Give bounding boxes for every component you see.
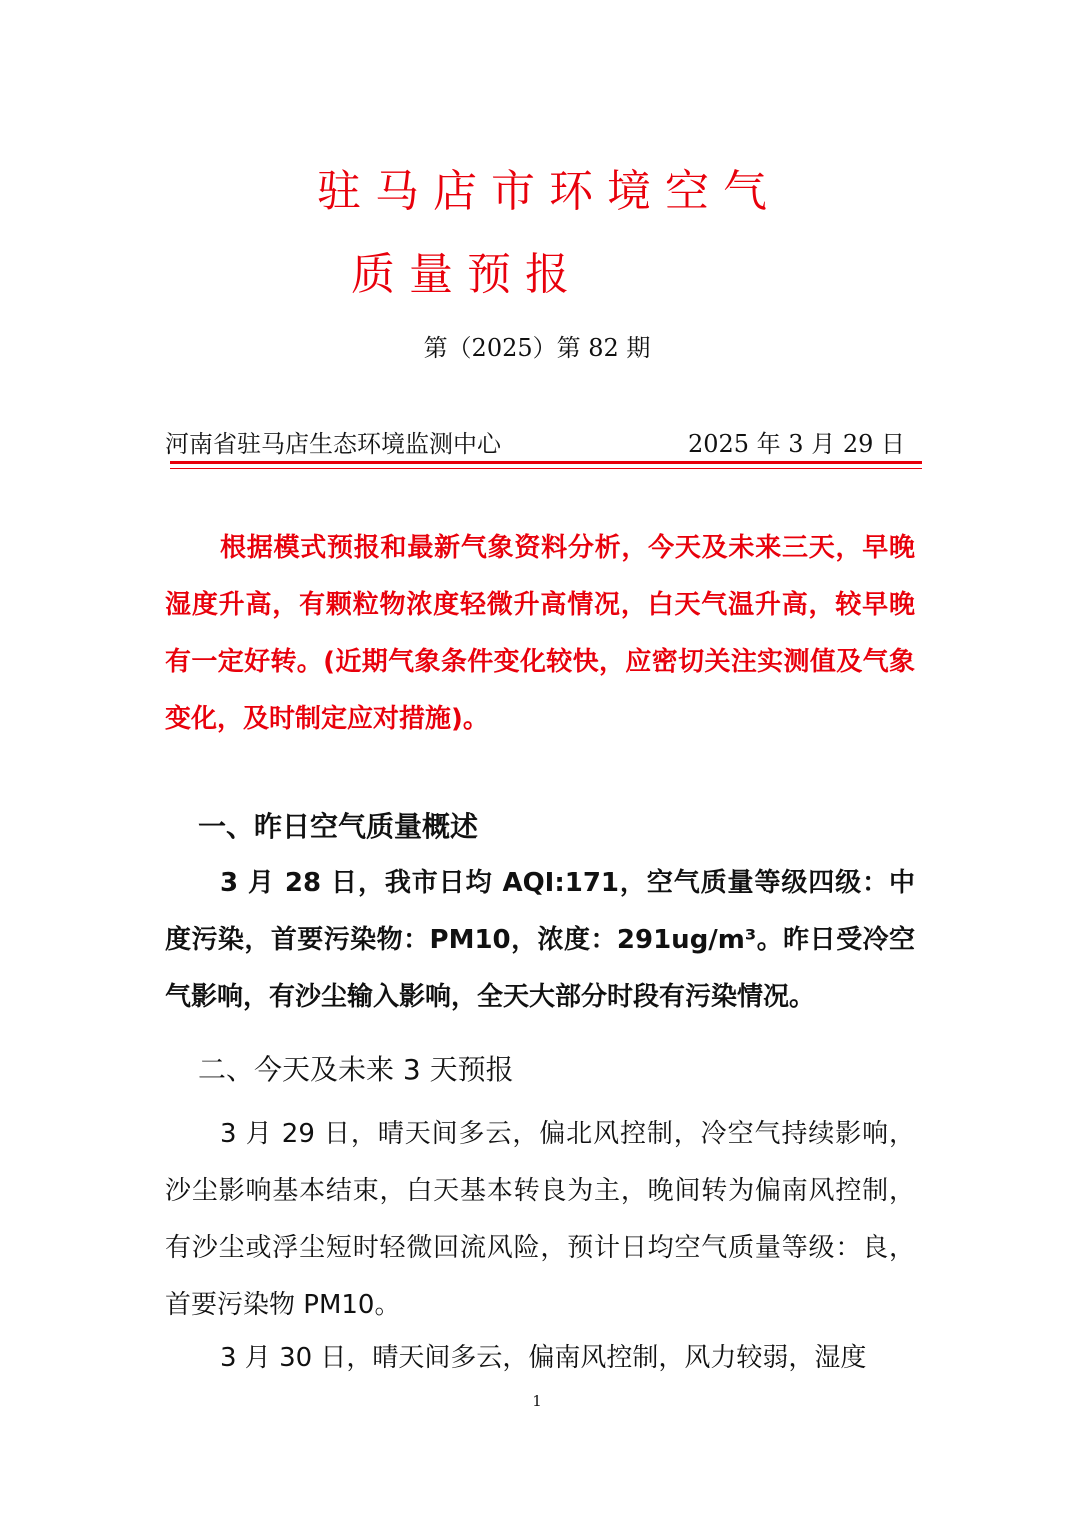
header-divider-thick [170, 461, 922, 464]
publisher-organization: 河南省驻马店生态环境监测中心 [165, 430, 501, 458]
forecast-summary: 根据模式预报和最新气象资料分析，今天及未来三天，早晚湿度升高，有颗粒物浓度轻微升高情况，白天气温升高，较早晚有一定好转。(近期气象条件变化较快，应密切关注实测值及气象变化，及时制定应对措施)。 [165, 533, 915, 734]
report-title-line2: 质量预报 [351, 249, 583, 300]
forecast-day-1: 3 月 29 日，晴天间多云，偏北风控制，冷空气持续影响，沙尘影响基本结束，白天基本转良为主，晚间转为偏南风控制，有沙尘或浮尘短时轻微回流风险，预计日均空气质量等级：良，首要污染物 PM10。 [165, 1119, 915, 1320]
section-heading-forecast: 二、今天及未来 3 天预报 [198, 1053, 514, 1086]
yesterday-summary: 3 月 28 日，我市日均 AQI:171，空气质量等级四级：中度污染，首要污染物：PM10，浓度：291ug/m³。昨日受冷空气影响，有沙尘输入影响，全天大部分时段有污染情况。 [165, 868, 915, 1012]
issue-number: 第（2025）第 82 期 [423, 334, 651, 362]
section-heading-yesterday: 一、昨日空气质量概述 [198, 810, 479, 843]
header-divider-thin [170, 468, 922, 469]
forecast-day-2: 3 月 30 日，晴天间多云，偏南风控制，风力较弱，湿度 [220, 1343, 867, 1373]
publish-date: 2025 年 3 月 29 日 [687, 430, 905, 458]
report-title-line1: 驻马店市环境空气 [317, 166, 781, 217]
page-number: 1 [532, 1392, 542, 1410]
